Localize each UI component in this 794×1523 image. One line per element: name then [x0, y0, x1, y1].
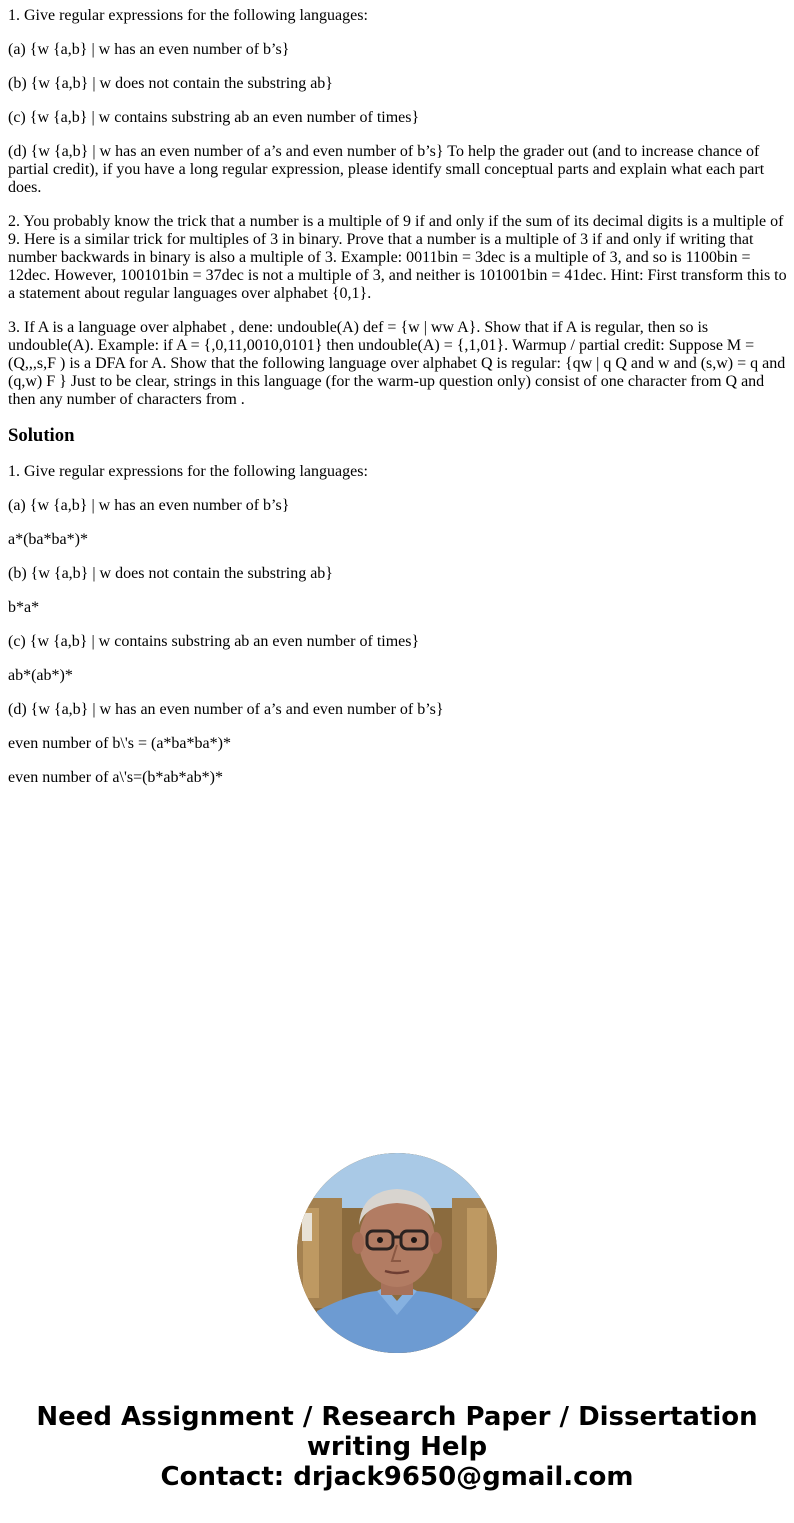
q2-text: 2. You probably know the trick that a number is a multiple of 9 if and only if the sum of its decimal digits is a multiple of 9. Here is a similar trick for multiples of 3 in binary. Prove that a number is a multiple of 3 if and only if writing that number backwards in binary is also a multiple of 3. Example: 0011bin = 3dec is a multiple of 3, and so is 1100bin = 12dec. However, 100101bin = 37dec is not a multiple of 3, and neither is 101001bin = 41dec. Hint: First transform this to a statement about regular languages over alphabet {0,1}. [8, 213, 787, 302]
solution-d-answer-a: even number of a\'s=(b*ab*ab*)* [8, 769, 223, 786]
solution-b-question: (b) {w {a,b} | w does not contain the substring ab} [8, 565, 333, 582]
solution-c-answer: ab*(ab*)* [8, 667, 73, 684]
solution-heading: Solution [8, 425, 75, 446]
promo-contact: Contact: drjack9650@gmail.com [160, 1462, 634, 1492]
solution-d-question: (d) {w {a,b} | w has an even number of a’s and even number of b’s} [8, 701, 444, 718]
solution-b-answer: b*a* [8, 599, 40, 616]
q1-part-d: (d) {w {a,b} | w has an even number of a’s and even number of b’s} To help the grader out (and to increase chance of partial credit), if you have a long regular expression, please identify small conceptual parts and explain what each part does. [8, 143, 765, 196]
promo-line-2: writing Help [306, 1432, 488, 1462]
promo-footer [0, 1402, 794, 1492]
q1-intro: 1. Give regular expressions for the following languages: [8, 7, 368, 24]
solution-d-answer-b: even number of b\'s = (a*ba*ba*)* [8, 735, 231, 752]
q1-part-c: (c) {w {a,b} | w contains substring ab an even number of times} [8, 109, 420, 126]
q1-part-b: (b) {w {a,b} | w does not contain the substring ab} [8, 75, 333, 92]
document-body [8, 7, 788, 803]
q3-text: 3. If A is a language over alphabet , dene: undouble(A) def = {w | ww A}. Show that if A is regular, then so is undouble(A). Example: if A = {,0,11,0010,0101} then undouble(A) = {,1,01}. Warmup / partial credit: Suppose M = (Q,,,s,F ) is a DFA for A. Show that the following language over alphabet Q is regular: {qw | q Q and w and (s,w) = q and (q,w) F } Just to be clear, strings in this language (for the warm-up question only) consist of one character from Q and then any number of characters from . [8, 319, 786, 408]
avatar [297, 1153, 497, 1353]
avatar-portrait [297, 1153, 497, 1353]
solution-intro: 1. Give regular expressions for the following languages: [8, 463, 368, 480]
solution-a-answer: a*(ba*ba*)* [8, 531, 88, 548]
promo-line-1: Need Assignment / Research Paper / Dissertation [36, 1402, 758, 1432]
solution-a-question: (a) {w {a,b} | w has an even number of b’s} [8, 497, 290, 514]
solution-c-question: (c) {w {a,b} | w contains substring ab an even number of times} [8, 633, 420, 650]
q1-part-a: (a) {w {a,b} | w has an even number of b’s} [8, 41, 290, 58]
